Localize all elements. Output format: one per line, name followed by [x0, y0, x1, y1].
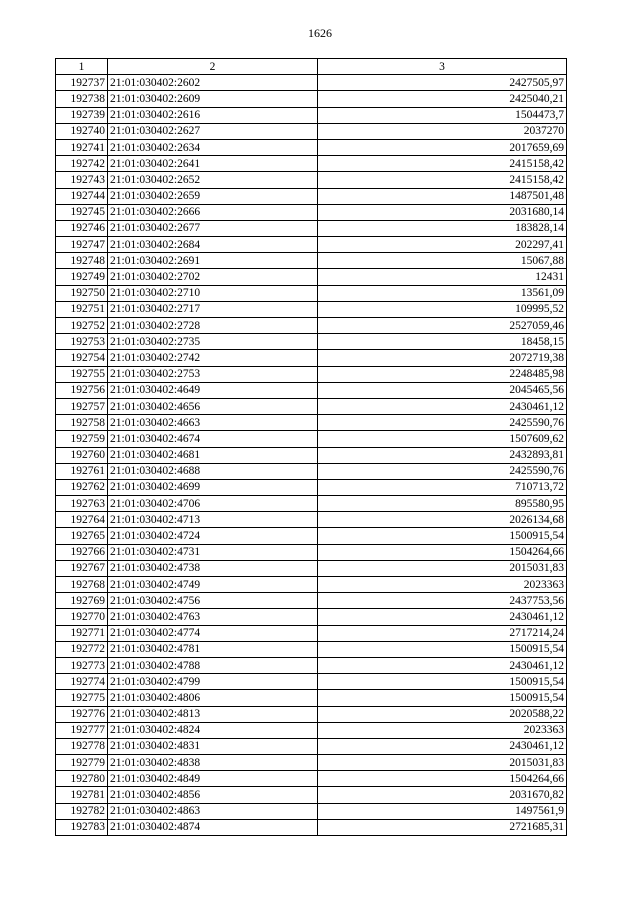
table-row: [56, 609, 567, 625]
table-row: [56, 253, 567, 269]
row-number-cell: 192747: [56, 237, 108, 253]
table-row: [56, 577, 567, 593]
value-cell: 2415158,42: [318, 156, 567, 172]
value-cell: 2031680,14: [318, 204, 567, 220]
cadastral-number-cell: 21:01:030402:2627: [108, 123, 318, 139]
row-number-cell: 192758: [56, 415, 108, 431]
value-cell: 1487501,48: [318, 188, 567, 204]
row-number-cell: 192773: [56, 657, 108, 673]
table-row: [56, 690, 567, 706]
table-row: [56, 237, 567, 253]
table-row: [56, 269, 567, 285]
value-cell: 2072719,38: [318, 350, 567, 366]
table-row: [56, 285, 567, 301]
value-cell: 2425590,76: [318, 463, 567, 479]
row-number-cell: 192783: [56, 819, 108, 835]
table-row: [56, 528, 567, 544]
row-number-cell: 192745: [56, 204, 108, 220]
table-row: [56, 512, 567, 528]
value-cell: 1504264,66: [318, 544, 567, 560]
cadastral-number-cell: 21:01:030402:4706: [108, 496, 318, 512]
table-body: [56, 75, 567, 836]
value-cell: 109995,52: [318, 301, 567, 317]
column-header-2: 2: [108, 59, 318, 75]
row-number-cell: 192746: [56, 220, 108, 236]
row-number-cell: 192754: [56, 350, 108, 366]
row-number-cell: 192775: [56, 690, 108, 706]
row-number-cell: 192737: [56, 75, 108, 91]
cadastral-number-cell: 21:01:030402:2684: [108, 237, 318, 253]
table-row: [56, 803, 567, 819]
table-row: [56, 382, 567, 398]
value-cell: 2415158,42: [318, 172, 567, 188]
value-cell: 1500915,54: [318, 674, 567, 690]
cadastral-number-cell: 21:01:030402:2634: [108, 139, 318, 155]
row-number-cell: 192750: [56, 285, 108, 301]
cadastral-number-cell: 21:01:030402:2742: [108, 350, 318, 366]
table-row: [56, 447, 567, 463]
row-number-cell: 192760: [56, 447, 108, 463]
row-number-cell: 192743: [56, 172, 108, 188]
table-row: [56, 479, 567, 495]
table-row: [56, 334, 567, 350]
row-number-cell: 192748: [56, 253, 108, 269]
row-number-cell: 192766: [56, 544, 108, 560]
value-cell: 12431: [318, 269, 567, 285]
cadastral-number-cell: 21:01:030402:4649: [108, 382, 318, 398]
table-row: [56, 91, 567, 107]
table-row: [56, 123, 567, 139]
cadastral-number-cell: 21:01:030402:2735: [108, 334, 318, 350]
cadastral-number-cell: 21:01:030402:2666: [108, 204, 318, 220]
value-cell: 2430461,12: [318, 657, 567, 673]
row-number-cell: 192751: [56, 301, 108, 317]
cadastral-number-cell: 21:01:030402:2717: [108, 301, 318, 317]
table-row: [56, 220, 567, 236]
value-cell: 13561,09: [318, 285, 567, 301]
table-row: [56, 593, 567, 609]
cadastral-number-cell: 21:01:030402:2652: [108, 172, 318, 188]
cadastral-number-cell: 21:01:030402:4688: [108, 463, 318, 479]
row-number-cell: 192762: [56, 479, 108, 495]
value-cell: 2432893,81: [318, 447, 567, 463]
cadastral-number-cell: 21:01:030402:2659: [108, 188, 318, 204]
table-row: [56, 172, 567, 188]
cadastral-number-cell: 21:01:030402:4713: [108, 512, 318, 528]
cadastral-number-cell: 21:01:030402:2616: [108, 107, 318, 123]
table-row: [56, 431, 567, 447]
value-cell: 2248485,98: [318, 366, 567, 382]
cadastral-number-cell: 21:01:030402:4663: [108, 415, 318, 431]
table-row: [56, 722, 567, 738]
value-cell: 1504473,7: [318, 107, 567, 123]
table-row: [56, 560, 567, 576]
row-number-cell: 192777: [56, 722, 108, 738]
row-number-cell: 192765: [56, 528, 108, 544]
row-number-cell: 192753: [56, 334, 108, 350]
table-row: [56, 188, 567, 204]
value-cell: 15067,88: [318, 253, 567, 269]
cadastral-number-cell: 21:01:030402:4799: [108, 674, 318, 690]
row-number-cell: 192744: [56, 188, 108, 204]
table-row: [56, 625, 567, 641]
cadastral-number-cell: 21:01:030402:4774: [108, 625, 318, 641]
cadastral-number-cell: 21:01:030402:4856: [108, 787, 318, 803]
row-number-cell: 192770: [56, 609, 108, 625]
row-number-cell: 192739: [56, 107, 108, 123]
row-number-cell: 192757: [56, 398, 108, 414]
data-table: [55, 58, 567, 836]
cadastral-number-cell: 21:01:030402:4831: [108, 738, 318, 754]
row-number-cell: 192755: [56, 366, 108, 382]
table-row: [56, 107, 567, 123]
row-number-cell: 192749: [56, 269, 108, 285]
value-cell: 2020588,22: [318, 706, 567, 722]
table-row: [56, 75, 567, 91]
value-cell: 2017659,69: [318, 139, 567, 155]
table-row: [56, 350, 567, 366]
row-number-cell: 192772: [56, 641, 108, 657]
cadastral-number-cell: 21:01:030402:2702: [108, 269, 318, 285]
value-cell: 2026134,68: [318, 512, 567, 528]
row-number-cell: 192767: [56, 560, 108, 576]
value-cell: 18458,15: [318, 334, 567, 350]
cadastral-number-cell: 21:01:030402:4681: [108, 447, 318, 463]
cadastral-number-cell: 21:01:030402:2609: [108, 91, 318, 107]
cadastral-number-cell: 21:01:030402:4738: [108, 560, 318, 576]
row-number-cell: 192742: [56, 156, 108, 172]
value-cell: 183828,14: [318, 220, 567, 236]
value-cell: 1497561,9: [318, 803, 567, 819]
row-number-cell: 192741: [56, 139, 108, 155]
row-number-cell: 192781: [56, 787, 108, 803]
row-number-cell: 192780: [56, 771, 108, 787]
value-cell: 2045465,56: [318, 382, 567, 398]
value-cell: 1500915,54: [318, 528, 567, 544]
table-row: [56, 657, 567, 673]
value-cell: 895580,95: [318, 496, 567, 512]
row-number-cell: 192782: [56, 803, 108, 819]
cadastral-number-cell: 21:01:030402:4824: [108, 722, 318, 738]
row-number-cell: 192774: [56, 674, 108, 690]
row-number-cell: 192763: [56, 496, 108, 512]
value-cell: 1500915,54: [318, 641, 567, 657]
value-cell: 2425040,21: [318, 91, 567, 107]
cadastral-number-cell: 21:01:030402:4838: [108, 755, 318, 771]
table-row: [56, 156, 567, 172]
table-row: [56, 318, 567, 334]
table-row: [56, 398, 567, 414]
cadastral-number-cell: 21:01:030402:2641: [108, 156, 318, 172]
cadastral-number-cell: 21:01:030402:4756: [108, 593, 318, 609]
value-cell: 2717214,24: [318, 625, 567, 641]
cadastral-number-cell: 21:01:030402:2602: [108, 75, 318, 91]
row-number-cell: 192764: [56, 512, 108, 528]
cadastral-number-cell: 21:01:030402:2677: [108, 220, 318, 236]
value-cell: 2015031,83: [318, 755, 567, 771]
cadastral-number-cell: 21:01:030402:4863: [108, 803, 318, 819]
cadastral-number-cell: 21:01:030402:2728: [108, 318, 318, 334]
table-row: [56, 463, 567, 479]
table-row: [56, 139, 567, 155]
cadastral-number-cell: 21:01:030402:4674: [108, 431, 318, 447]
row-number-cell: 192740: [56, 123, 108, 139]
page-number: 1626: [308, 26, 332, 40]
table-row: [56, 755, 567, 771]
table-row: [56, 819, 567, 835]
table-row: [56, 738, 567, 754]
table-row: [56, 366, 567, 382]
row-number-cell: 192776: [56, 706, 108, 722]
row-number-cell: 192752: [56, 318, 108, 334]
value-cell: 2430461,12: [318, 398, 567, 414]
cadastral-number-cell: 21:01:030402:4849: [108, 771, 318, 787]
row-number-cell: 192769: [56, 593, 108, 609]
column-header-1: 1: [56, 59, 108, 75]
table-row: [56, 544, 567, 560]
cadastral-number-cell: 21:01:030402:4763: [108, 609, 318, 625]
table-row: [56, 204, 567, 220]
cadastral-number-cell: 21:01:030402:4813: [108, 706, 318, 722]
value-cell: 2015031,83: [318, 560, 567, 576]
value-cell: 2721685,31: [318, 819, 567, 835]
value-cell: 2430461,12: [318, 609, 567, 625]
value-cell: 2023363: [318, 722, 567, 738]
cadastral-number-cell: 21:01:030402:2710: [108, 285, 318, 301]
cadastral-number-cell: 21:01:030402:4724: [108, 528, 318, 544]
value-cell: 2430461,12: [318, 738, 567, 754]
value-cell: 1507609,62: [318, 431, 567, 447]
table-row: [56, 787, 567, 803]
cadastral-number-cell: 21:01:030402:4874: [108, 819, 318, 835]
table-row: [56, 641, 567, 657]
value-cell: 2527059,46: [318, 318, 567, 334]
table-header-row: [56, 59, 567, 75]
cadastral-number-cell: 21:01:030402:4731: [108, 544, 318, 560]
cadastral-number-cell: 21:01:030402:4749: [108, 577, 318, 593]
value-cell: 2427505,97: [318, 75, 567, 91]
row-number-cell: 192779: [56, 755, 108, 771]
row-number-cell: 192768: [56, 577, 108, 593]
cadastral-number-cell: 21:01:030402:4699: [108, 479, 318, 495]
column-header-3: 3: [318, 59, 567, 75]
table-row: [56, 706, 567, 722]
row-number-cell: 192771: [56, 625, 108, 641]
row-number-cell: 192778: [56, 738, 108, 754]
cadastral-number-cell: 21:01:030402:2691: [108, 253, 318, 269]
value-cell: 2437753,56: [318, 593, 567, 609]
cadastral-number-cell: 21:01:030402:4781: [108, 641, 318, 657]
value-cell: 2037270: [318, 123, 567, 139]
row-number-cell: 192738: [56, 91, 108, 107]
table-row: [56, 415, 567, 431]
value-cell: 2425590,76: [318, 415, 567, 431]
value-cell: 710713,72: [318, 479, 567, 495]
value-cell: 1500915,54: [318, 690, 567, 706]
cadastral-number-cell: 21:01:030402:2753: [108, 366, 318, 382]
cadastral-number-cell: 21:01:030402:4788: [108, 657, 318, 673]
value-cell: 1504264,66: [318, 771, 567, 787]
row-number-cell: 192756: [56, 382, 108, 398]
value-cell: 2023363: [318, 577, 567, 593]
cadastral-number-cell: 21:01:030402:4656: [108, 398, 318, 414]
cadastral-number-cell: 21:01:030402:4806: [108, 690, 318, 706]
table-row: [56, 674, 567, 690]
row-number-cell: 192759: [56, 431, 108, 447]
table-row: [56, 496, 567, 512]
table-row: [56, 301, 567, 317]
value-cell: 202297,41: [318, 237, 567, 253]
row-number-cell: 192761: [56, 463, 108, 479]
value-cell: 2031670,82: [318, 787, 567, 803]
table-row: [56, 771, 567, 787]
